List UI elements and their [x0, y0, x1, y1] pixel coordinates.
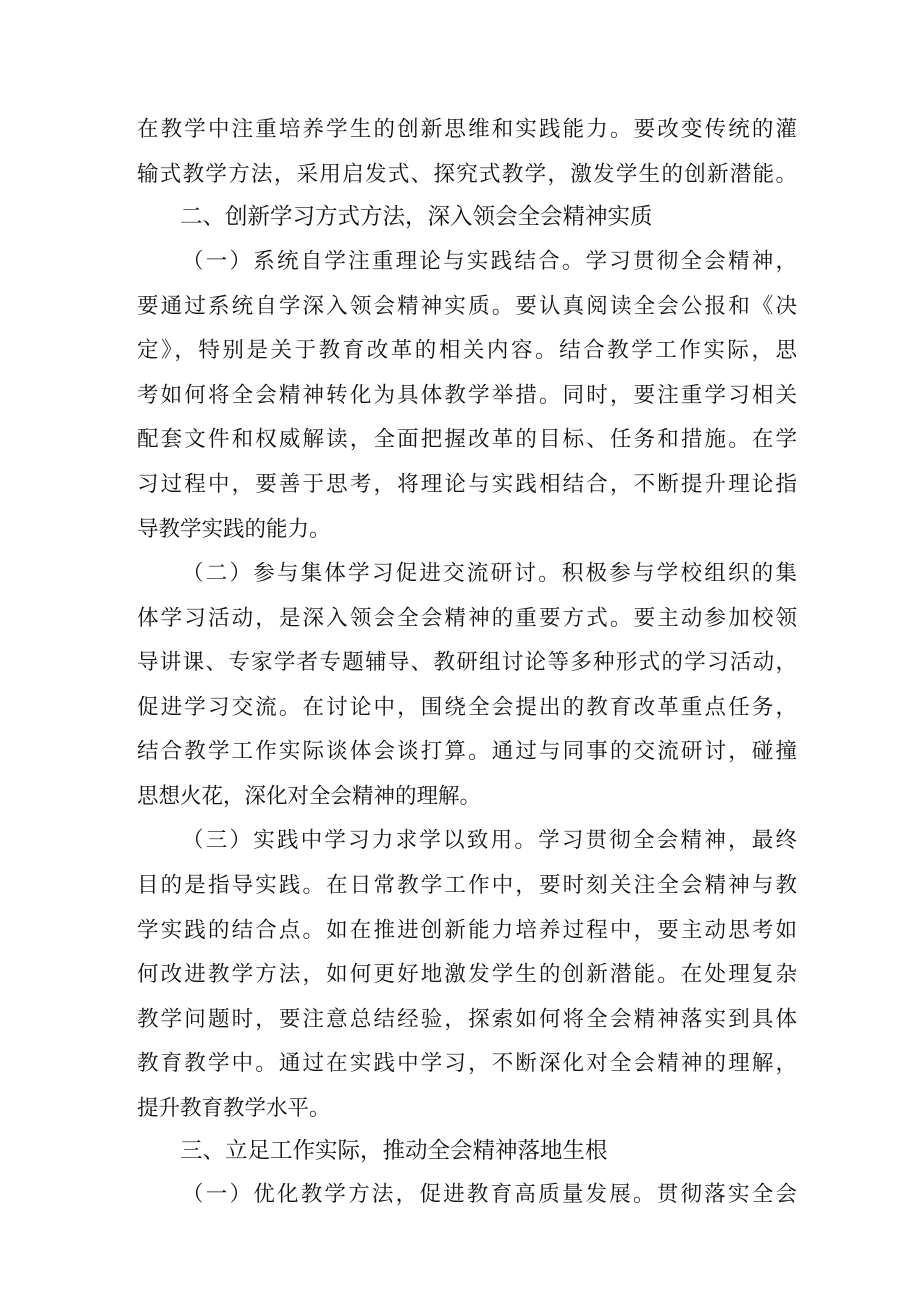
body-line: 教学问题时，要注意总结经验，探索如何将全会精神落实到具体 [137, 1007, 797, 1032]
body-line: 在教学中注重培养学生的创新思维和实践能力。要改变传统的灌 [137, 117, 797, 142]
body-line: 教育教学中。通过在实践中学习，不断深化对全会精神的理解， [137, 1051, 797, 1076]
section-heading-3: 三、立足工作实际，推动全会精神落地生根 [180, 1138, 608, 1164]
body-line: 导讲课、专家学者专题辅导、教研组讨论等多种形式的学习活动， [137, 650, 797, 675]
body-line: 体学习活动，是深入领会全会精神的重要方式。要主动参加校领 [137, 606, 797, 631]
body-line: 考如何将全会精神转化为具体教学举措。同时，要注重学习相关 [137, 383, 797, 408]
body-line: 导教学实践的能力。 [137, 517, 331, 542]
body-line: 目的是指导实践。在日常教学工作中，要时刻关注全会精神与教 [137, 873, 797, 898]
body-line: 习过程中，要善于思考，将理论与实践相结合，不断提升理论指 [137, 472, 797, 497]
body-line: （二）参与集体学习促进交流研讨。积极参与学校组织的集 [182, 561, 797, 586]
body-line: 促进学习交流。在讨论中，围绕全会提出的教育改革重点任务， [137, 695, 797, 720]
body-line: （一）优化教学方法，促进教育高质量发展。贯彻落实全会 [182, 1182, 797, 1207]
body-line: （一）系统自学注重理论与实践结合。学习贯彻全会精神， [182, 249, 797, 274]
body-line: （三）实践中学习力求学以致用。学习贯彻全会精神，最终 [182, 828, 797, 853]
body-line: 输式教学方法，采用启发式、探究式教学，激发学生的创新潜能。 [137, 162, 797, 187]
body-line: 思想火花，深化对全会精神的理解。 [137, 784, 482, 809]
body-line: 提升教育教学水平。 [137, 1096, 331, 1121]
section-heading-2: 二、创新学习方式方法，深入领会全会精神实质 [180, 204, 653, 230]
body-line: 定》，特别是关于教育改革的相关内容。结合教学工作实际，思 [137, 338, 797, 363]
body-line: 学实践的结合点。如在推进创新能力培养过程中，要主动思考如 [137, 918, 797, 943]
body-line: 何改进教学方法，如何更好地激发学生的创新潜能。在处理复杂 [137, 962, 797, 987]
body-line: 配套文件和权威解读，全面把握改革的目标、任务和措施。在学 [137, 427, 797, 452]
body-line: 要通过系统自学深入领会精神实质。要认真阅读全会公报和《决 [137, 294, 797, 319]
body-line: 结合教学工作实际谈体会谈打算。通过与同事的交流研讨，碰撞 [137, 739, 797, 764]
